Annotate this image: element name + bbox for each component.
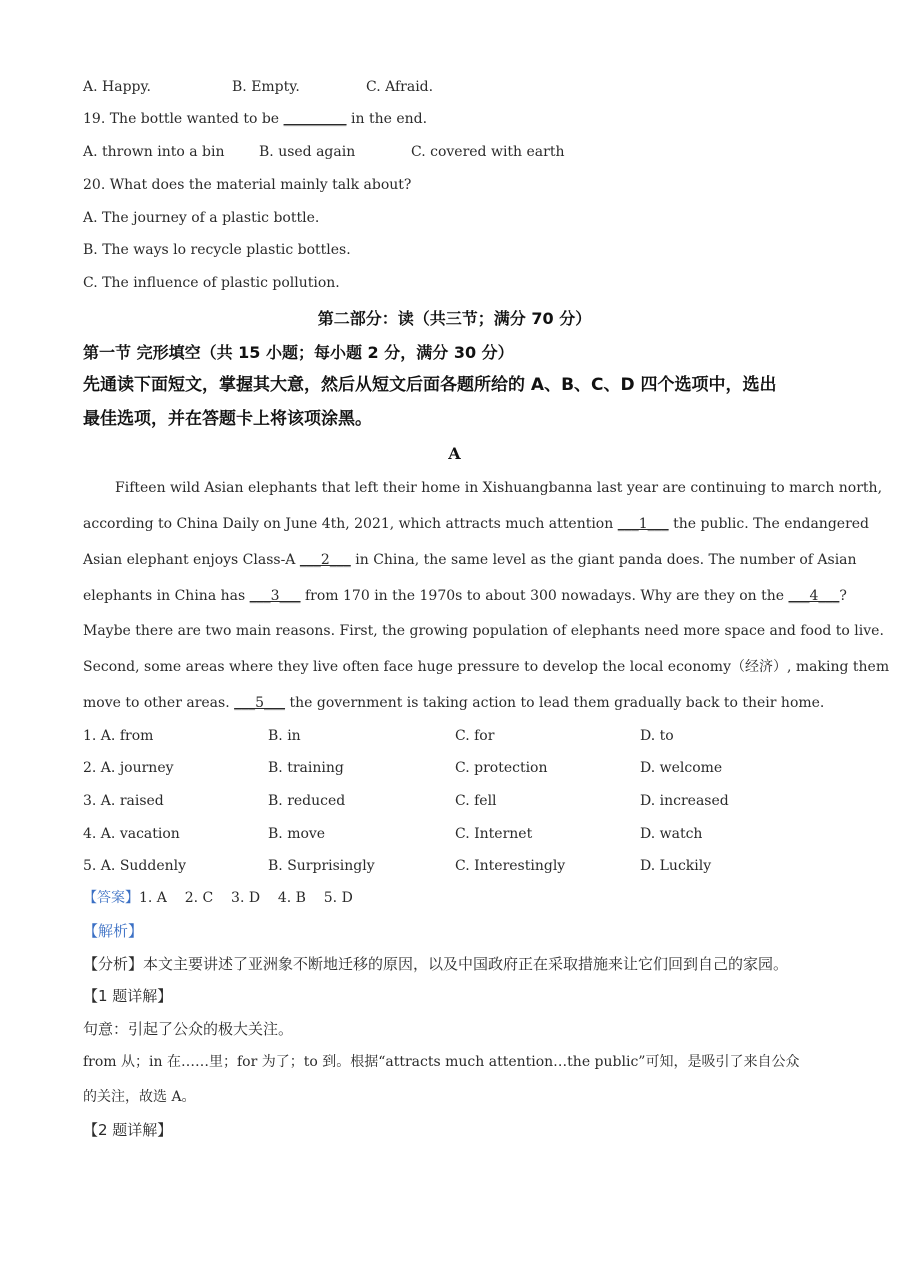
q19-option-c: C. covered with earth [411,144,565,160]
q20-option-b: B. The ways lo recycle plastic bottles. [83,242,351,258]
q1-explain-line-2: 的关注，故选 A。 [83,1089,196,1105]
option: D. welcome [640,760,723,776]
option: C. Internet [455,826,533,842]
summary-line: 【分析】本文主要讲述了亚洲象不断地迁移的原因，以及中国政府正在采取措施来让它们回到自己的家园。 [83,955,789,973]
q18-option-b: B. Empty. [232,79,300,95]
option: C. Interestingly [455,858,566,874]
q18-option-a: A. Happy. [83,79,151,95]
cloze-options-5 [83,857,783,875]
q19-options [83,143,683,161]
option: 5. A. Suddenly [83,858,187,874]
answer-text: 1. A 2. C 3. D 4. B 5. D [139,890,353,906]
q18-option-c: C. Afraid. [366,79,434,95]
q19-stem: 19. The bottle wanted to be _________ in the end. [83,111,428,127]
q18-options [83,78,583,96]
blank-1: ___1___ [617,516,669,532]
blank-4: ___4___ [788,588,840,604]
q2-detail-label: 【2 题详解】 [83,1121,173,1139]
option: D. increased [640,793,729,809]
q1-detail-label: 【1 题详解】 [83,987,173,1005]
cloze-options-3 [83,792,783,810]
q19-option-b: B. used again [259,144,356,160]
q20-option-a: A. The journey of a plastic bottle. [83,210,320,226]
blank-2: ___2___ [299,552,351,568]
passage-line-3: Asian elephant enjoys Class-A ___2___ in China, the same level as the giant panda does. The number of Asian [83,552,857,568]
cloze-options-1 [83,727,783,745]
passage-line-1: Fifteen wild Asian elephants that left their home in Xishuangbanna last year are continuing to march north, [115,480,883,496]
q1-explain-line-1: from 从；in 在……里；for 为了；to 到。根据“attracts much attention…the public”可知，是吸引了来自公众 [83,1054,800,1070]
option: C. protection [455,760,548,776]
cloze-options-4 [83,825,783,843]
option: 2. A. journey [83,760,174,776]
q1-meaning: 句意：引起了公众的极大关注。 [83,1020,294,1038]
part-two-title: 第二部分：读（共三节；满分 70 分） [317,309,592,328]
q20-option-c: C. The influence of plastic pollution. [83,275,340,291]
analysis-label: 【解析】 [83,922,144,940]
q20-stem: 20. What does the material mainly talk about? [83,177,412,193]
cloze-options-2 [83,759,783,777]
section-one-title: 第一节 完形填空（共 15 小题；每小题 2 分，满分 30 分） [83,343,514,362]
option: B. training [268,760,344,776]
blank-3: ___3___ [249,588,301,604]
answer-label: 【答案】 [83,890,139,906]
option: D. watch [640,826,703,842]
q19-option-a: A. thrown into a bin [83,144,225,160]
passage-line-6: Second, some areas where they live often face huge pressure to develop the local economy（经济）, making them [83,659,890,675]
passage-line-2: according to China Daily on June 4th, 2021, which attracts much attention ___1___ the public. The endangered [83,516,870,532]
option: C. fell [455,793,497,809]
option: B. Surprisingly [268,858,375,874]
option: 1. A. from [83,728,154,744]
option: D. Luckily [640,858,712,874]
instruction-line-2: 最佳选项，并在答题卡上将该项涂黑。 [83,409,372,429]
option: 4. A. vacation [83,826,180,842]
option: 3. A. raised [83,793,164,809]
passage-label: A [448,444,461,463]
passage-line-5: Maybe there are two main reasons. First, the growing population of elephants need more space and food to live. [83,623,884,639]
passage-line-4: elephants in China has ___3___ from 170 in the 1970s to about 300 nowadays. Why are they on the ___4___? [83,588,847,604]
blank-5: ___5___ [234,695,286,711]
option: B. move [268,826,326,842]
option: D. to [640,728,674,744]
passage-line-7: move to other areas. ___5___ the government is taking action to lead them gradually back to their home. [83,695,825,711]
option: B. reduced [268,793,346,809]
option: C. for [455,728,495,744]
instruction-line-1: 先通读下面短文，掌握其大意，然后从短文后面各题所给的 A、B、C、D 四个选项中，选出 [83,375,777,395]
answer-line [83,889,353,907]
q19-blank: _________ [283,111,347,127]
option: B. in [268,728,301,744]
